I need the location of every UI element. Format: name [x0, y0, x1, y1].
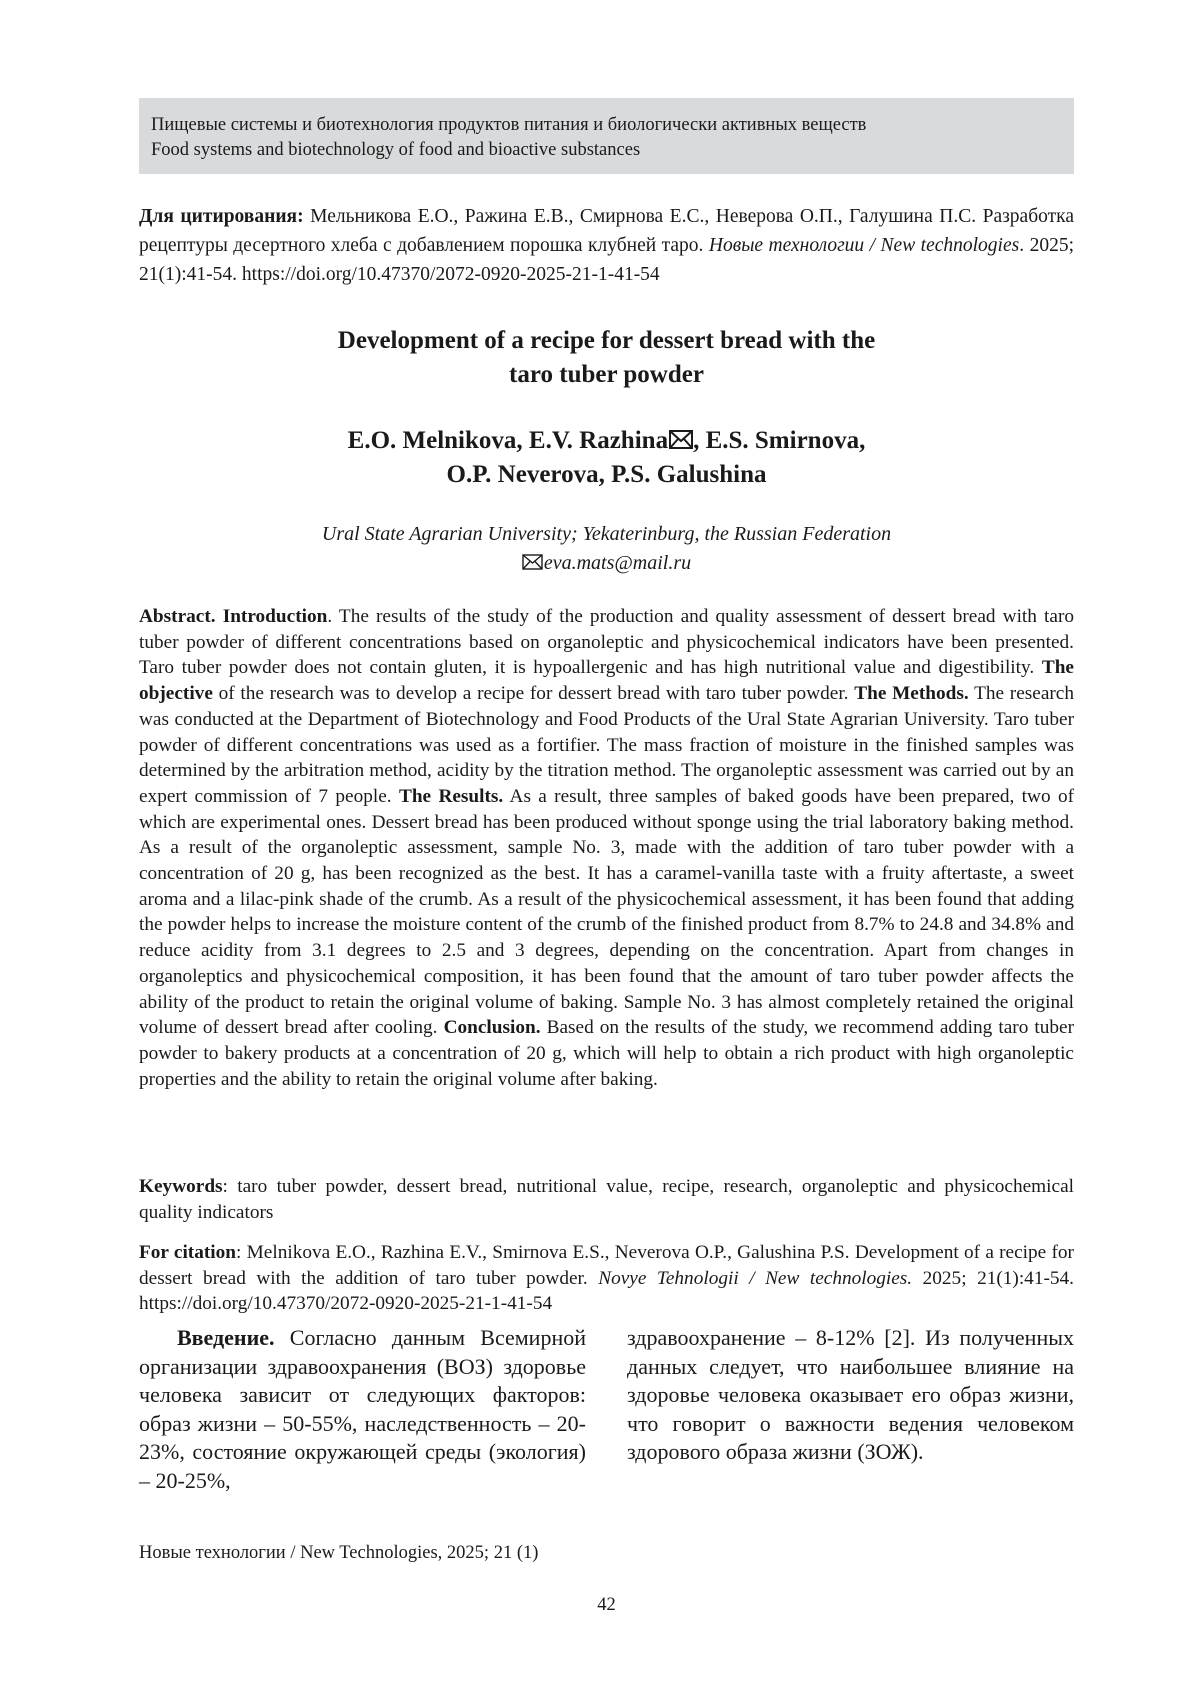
- abstract-conclusion-label: Conclusion.: [443, 1017, 541, 1039]
- journal-section-header: [139, 98, 1074, 174]
- envelope-icon: [522, 554, 543, 570]
- affiliation: [139, 520, 1074, 578]
- body-right-text: здравоохранение – 8-12% [2]. Из полученных данных следует, что наибольшее влияние на здоровье человека оказывает его образ жизни, что говорит о важности ведения человеком здорового образа жизни (ЗОЖ).: [627, 1325, 1074, 1464]
- authors-line-1: [139, 424, 1074, 458]
- citation-en-journal: Novye Tehnologii / New technologies.: [598, 1267, 913, 1289]
- abstract-methods-text: The research was conducted at the Department of Biotechnology and Food Products of the Ural State Agrarian University. Taro tuber powder of different concentrations was used as a fortifier. The mass fraction of moisture in the finished samples was determined by the arbitration method, acidity by the titration method. The organoleptic assessment was carried out by an expert commission of 7 people.: [139, 683, 1074, 807]
- abstract-conclusion-text: Based on the results of the study, we recommend adding taro tuber powder to bakery products at a concentration of 20 g, which will help to obtain a rich product with high organoleptic properties and the ability to retain the original volume after baking.: [139, 1017, 1075, 1090]
- citation-en-authors: : Melnikova E.O., Razhina E.V., Smirnova E.S., Neverova O.P., Galushina P.S. Development of a recipe for dessert bread with the addition of taro tuber powder.: [139, 1242, 1074, 1289]
- citation-en-details: 2025; 21(1):41-54. https://doi.org/10.47370/2072-0920-2025-21-1-41-54: [139, 1267, 1074, 1315]
- authors-line-2: O.P. Neverova, P.S. Galushina: [446, 461, 767, 488]
- abstract-results-text: As a result, three samples of baked goods have been prepared, two of which are experimental ones. Dessert bread has been produced without sponge using the trial laboratory baking method. As a result of the organoleptic assessment, sample No. 3, made with the addition of taro tuber powder with a concentration of 20 g, has been recognized as the best. It has a caramel-vanilla taste with a fruity aftertaste, a sweet aroma and a lilac-pink shade of the crumb. As a result of the physicochemical assessment, it has been found that adding the powder helps to increase the moisture content of the crumb of the finished product from 8.7% to 24.8 and 34.8% and reduce acidity from 3.1 degrees to 2.5 and 3 degrees, depending on the concentration. Apart from changes in organoleptics and physicochemical composition, it has been found that the amount of taro tuber powder affects the ability of the product to retain the original volume of baking. Sample No. 3 has almost completely retained the original volume of dessert bread after cooling.: [139, 785, 1074, 1039]
- envelope-icon: [669, 430, 693, 449]
- citation-ru-label: Для цитирования:: [139, 206, 304, 227]
- keywords-label: Keywords: [139, 1176, 223, 1197]
- journal-section-ru: Пищевые системы и биотехнология продуктов питания и биологически активных веществ: [151, 115, 867, 135]
- abstract-objective-text: of the research was to develop a recipe for dessert bread with taro tuber powder.: [212, 683, 849, 705]
- keywords-text: : taro tuber powder, dessert bread, nutritional value, recipe, research, organoleptic and physicochemical quality indicators: [139, 1176, 1074, 1223]
- body-column-right: [627, 1324, 1074, 1467]
- citation-en-label: For citation: [139, 1242, 237, 1263]
- title-line-1: Development of a recipe for dessert bread with the: [337, 327, 876, 354]
- authors-part-1: E.O. Melnikova, E.V. Razhina: [347, 427, 669, 454]
- abstract-objective-label-b: bjective: [148, 683, 213, 705]
- footer-journal-info: Новые технологии / New Technologies, 2025; 21 (1): [139, 1543, 539, 1563]
- corresponding-email[interactable]: eva.mats@mail.ru: [543, 552, 692, 574]
- keywords: [139, 1174, 1074, 1225]
- abstract-objective-label-a: The o: [139, 657, 1074, 705]
- abstract-label: Abstract.: [139, 606, 216, 627]
- author-list: [139, 424, 1074, 492]
- citation-ru-journal: Новые технологии / New technologies: [708, 235, 1020, 256]
- body-left-text: Согласно данным Всемирной организации здравоохранения (ВОЗ) здоровье человека зависит от следующих факторов: образ жизни – 50-55%, наследственность – 20-23%, состояние окружающей среды (экология) – 20-25%,: [139, 1325, 586, 1493]
- abstract: [139, 604, 1074, 1092]
- intro-heading: Введение.: [177, 1325, 275, 1350]
- article-title: [139, 324, 1074, 392]
- citation-ru: [139, 202, 1074, 289]
- authors-part-2: , E.S. Smirnova,: [693, 427, 866, 454]
- abstract-intro-text: . The results of the study of the production and quality assessment of dessert bread with taro tuber powder of different concentrations based on organoleptic and physicochemical indicators have been presented. Taro tuber powder does not contain gluten, it is hypoallergenic and has high nutritional value and digestibility.: [139, 606, 1074, 679]
- citation-en: [139, 1240, 1074, 1317]
- page-number: 42: [597, 1595, 616, 1615]
- citation-ru-details: . 2025; 21(1):41-54. https://doi.org/10.47370/2072-0920-2025-21-1-41-54: [139, 235, 1074, 285]
- journal-section-en: Food systems and biotechnology of food and bioactive substances: [151, 140, 641, 160]
- abstract-methods-label: The Methods.: [854, 683, 969, 705]
- abstract-intro-label: Introduction: [222, 606, 328, 627]
- title-line-2: taro tuber powder: [509, 361, 704, 388]
- body-column-left: [139, 1324, 586, 1495]
- affiliation-email-line: [139, 549, 1074, 578]
- abstract-results-label: The Results.: [398, 785, 504, 807]
- citation-ru-authors: Мельникова Е.О., Ражина Е.В., Смирнова Е.С., Неверова О.П., Галушина П.С. Разработка рецептуры десертного хлеба с добавлением порошка клубней таро.: [139, 206, 1074, 256]
- affiliation-institution: Ural State Agrarian University; Yekaterinburg, the Russian Federation: [321, 523, 892, 545]
